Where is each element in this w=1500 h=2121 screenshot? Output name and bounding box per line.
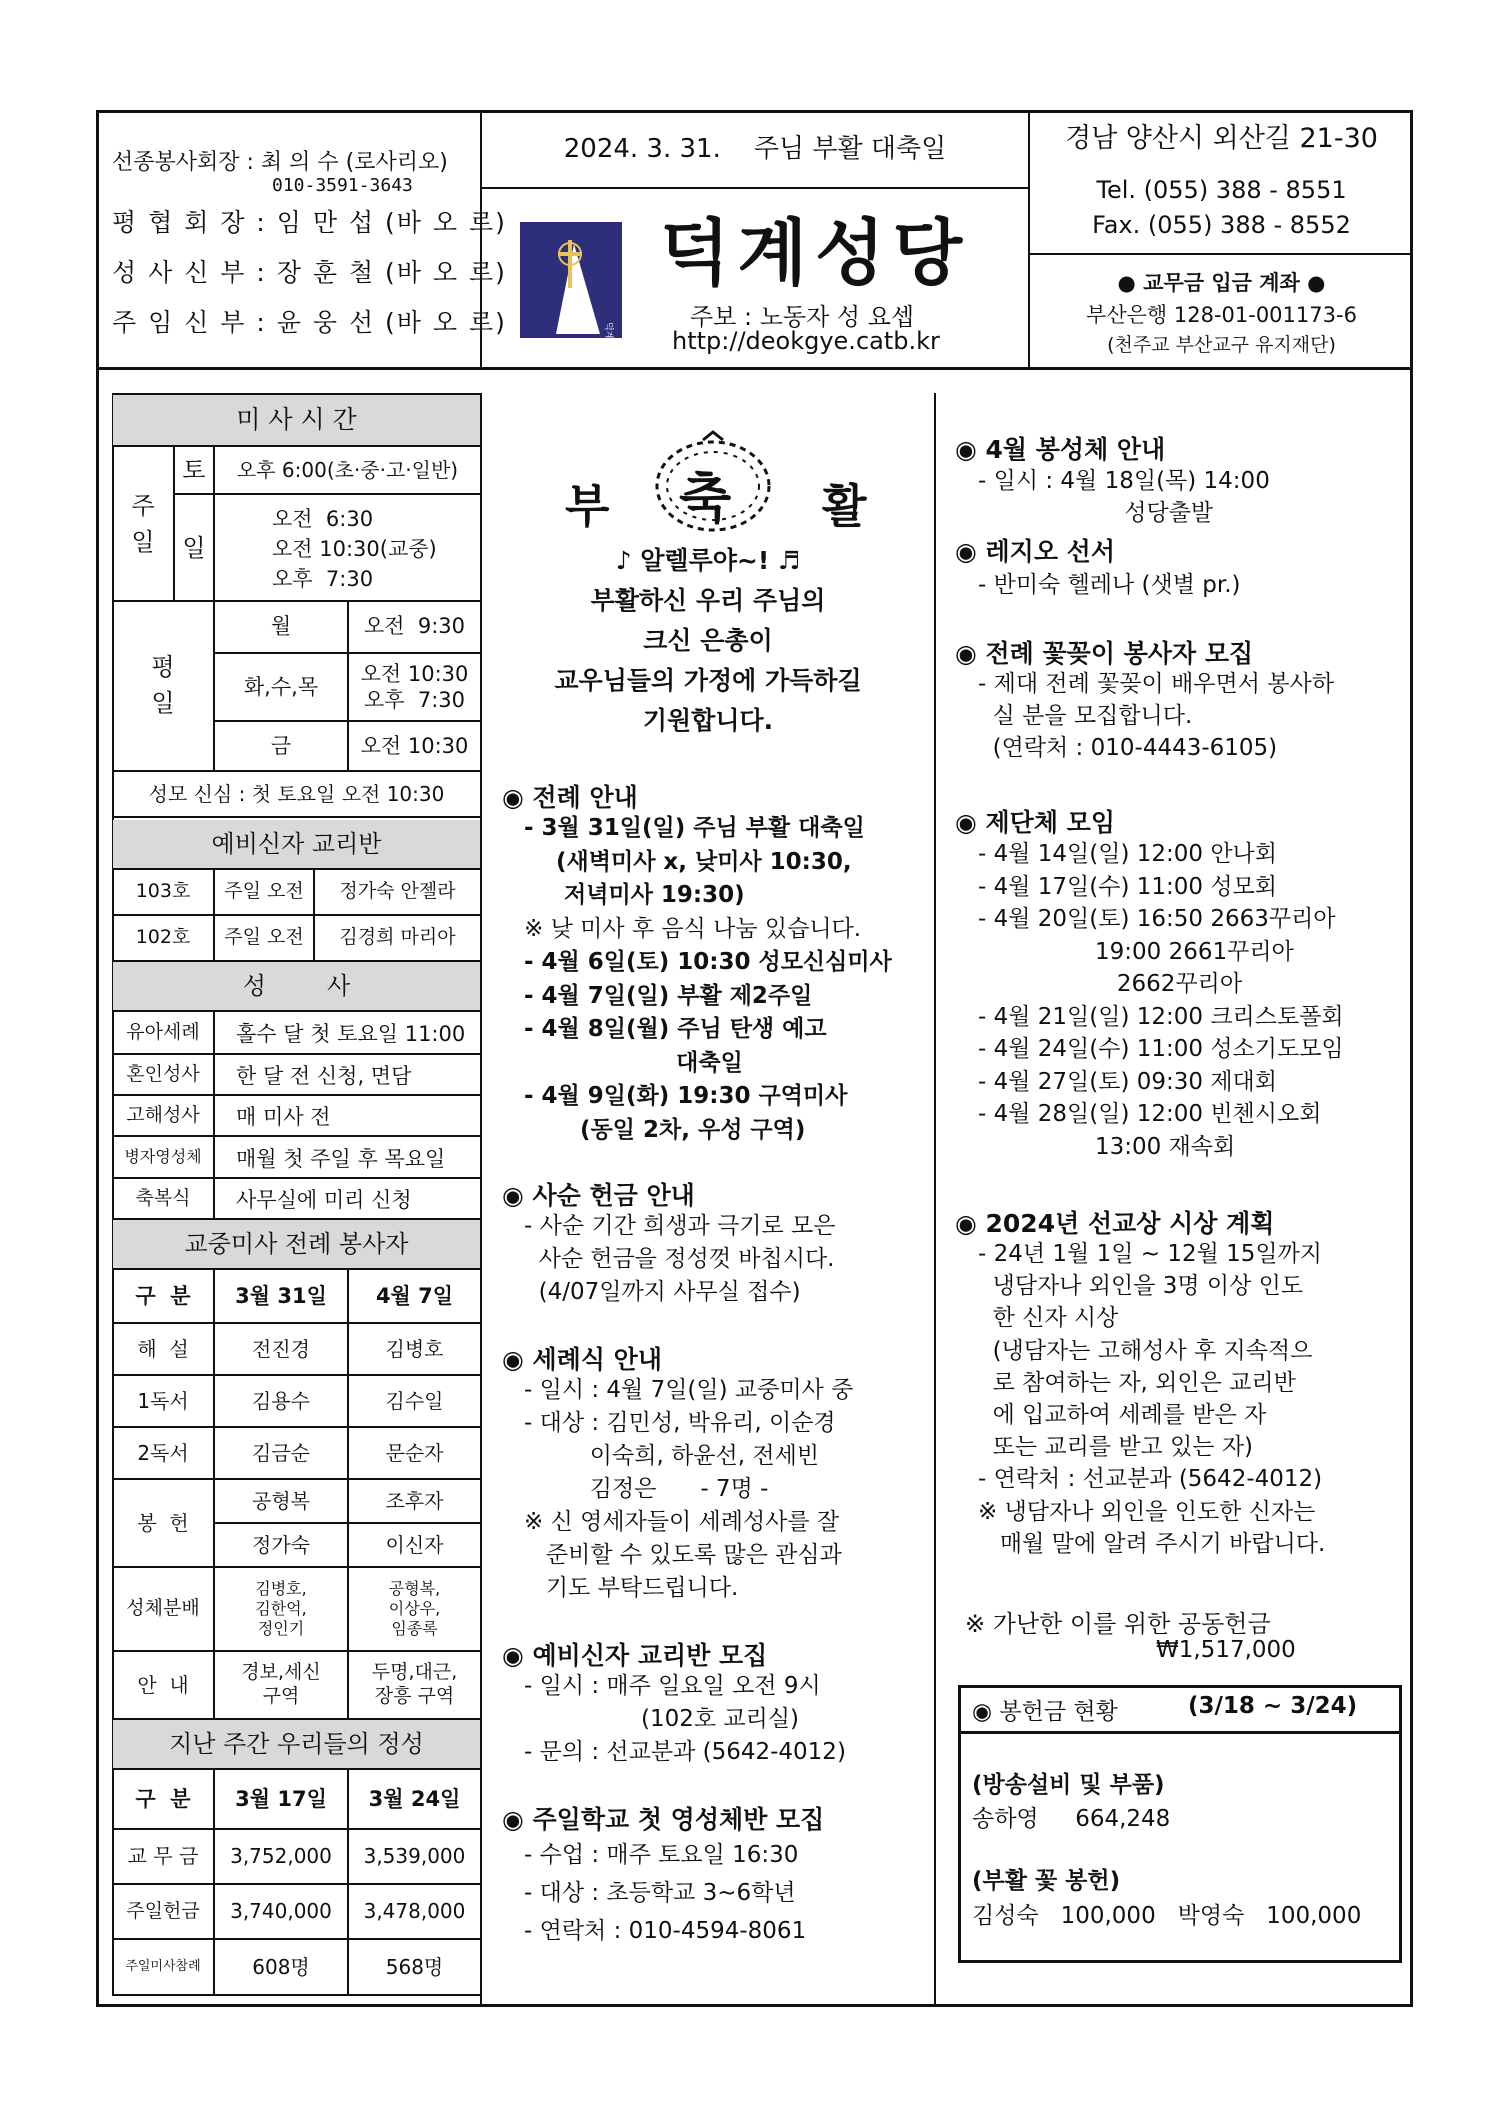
mission-award-line: - 연락처 : 선교분과 (5642-4012) [978,1466,1323,1493]
baptism-line: 이숙희, 하윤선, 전세빈 [524,1443,820,1469]
first-communion-line: - 연락처 : 010-4594-8061 [524,1918,807,1944]
catechumen-teacher-1: 정가숙 안젤라 [339,880,456,903]
sunday-time-2: 오전 10:30(교중) [272,537,437,561]
easter-center: 축 [679,467,732,530]
saturday-label: 토 [182,456,206,484]
sacrament-info-4: 매월 첫 주일 후 목요일 [236,1147,446,1171]
sunday-time-3: 오후 7:30 [272,567,374,591]
offerings-header-3: 3월 24일 [368,1786,461,1811]
liturgy-notice-line: - 4월 9일(화) 19:30 구역미사 [524,1083,848,1109]
groups-line: 2662꾸리아 [978,971,1243,997]
staff-row-1: 선종봉사회장 : 최 의 수 (로사리오) [112,150,448,175]
church-logo [520,222,622,357]
liturgy-b-2: 김수일 [385,1388,444,1413]
liturgy-title: 교중미사 전례 봉사자 [113,1220,480,1270]
easter-right: 활 [822,479,867,533]
sunday-time-1: 오전 6:30 [272,507,374,531]
easter-line-1: ♪ 알렐루야~! ♬ [615,546,801,576]
poor-fund-title: ※ 가난한 이를 위한 공동헌금 [965,1610,1271,1638]
catechumen-recruit-line: - 일시 : 매주 일요일 오전 9시 [524,1673,821,1699]
groups-line: - 4월 14일(일) 12:00 안나회 [978,841,1277,867]
sacrament-name-2: 혼인성사 [126,1062,200,1085]
groups-line: - 4월 28일(일) 12:00 빈첸시오회 [978,1101,1322,1127]
account-title: ● 교무금 입금 계좌 ● [1117,270,1326,295]
fax: Fax. (055) 388 - 8552 [1092,211,1351,239]
mission-award-body [978,1238,1325,1560]
liturgy-notice-line: ※ 낮 미사 후 음식 나눔 있습니다. [524,915,862,942]
header-date-line [480,187,1028,189]
sacrament-name-5: 축복식 [135,1186,191,1209]
communion-visit-body [978,465,1270,529]
date-line: 2024. 3. 31. 주님 부활 대축일 [563,134,947,165]
groups-line: 19:00 2661꾸리아 [978,938,1294,965]
liturgy-notice-line: - 3월 31일(일) 주님 부활 대축일 [524,815,865,841]
offering-label: 봉 헌 [137,1510,189,1535]
catechumen-room-2: 102호 [135,926,191,949]
groups-body [978,838,1344,1163]
lent-offering-line: 사순 헌금을 정성껏 바칩시다. [524,1246,835,1272]
offerings-a-2: 3,740,000 [230,1899,332,1923]
liturgy-b-1: 김병호 [385,1336,444,1361]
weekday-day-3: 금 [270,733,292,758]
liturgy-b-3: 문순자 [385,1440,444,1465]
account-number: 부산은행 128-01-001173-6 [1086,302,1357,327]
flower-line: (연락처 : 010-4443-6105) [978,735,1278,761]
donation-period: (3/18 ~ 3/24) [1188,1693,1358,1719]
weekday-time-3: 오전 10:30 [360,733,469,758]
mission-award-line: 매월 말에 알려 주시기 바랍니다. [978,1530,1326,1557]
holy-mother-mass: 성모 신심 : 첫 토요일 오전 10:30 [113,772,480,818]
sacrament-info-5: 사무실에 미리 신청 [236,1188,412,1212]
weekday-day-2: 화,수,목 [243,674,319,699]
communion-label: 성체분배 [126,1597,200,1620]
liturgy-notice-line: (새벽미사 x, 낮미사 10:30, [524,848,852,875]
sacrament-info-3: 매 미사 전 [236,1105,331,1129]
easter-line-5: 기원합니다. [642,706,774,736]
staff-row-3: 성 사 신 부 : 장 훈 철 (바 오 로) [112,258,507,287]
sacrament-info-2: 한 달 전 신청, 면담 [236,1064,412,1088]
first-communion-body [524,1836,806,1950]
groups-line: - 4월 21일(일) 12:00 크리스토폴회 [978,1003,1344,1030]
mission-award-title: ◉ 2024년 선교상 시상 계획 [955,1209,1275,1238]
chairman-phone: 010-3591-3643 [272,175,413,196]
flower-line: - 제대 전례 꽃꽂이 배우면서 봉사하 [978,671,1334,697]
first-communion-title: ◉ 주일학교 첫 영성체반 모집 [502,1805,825,1834]
mission-award-line: 에 입교하여 세례를 받은 자 [978,1402,1267,1429]
catechumen-teacher-2: 김경희 마리아 [339,926,456,949]
mass-title: 미 사 시 간 [113,395,480,447]
groups-line: - 4월 20일(토) 16:50 2663꾸리아 [978,906,1336,932]
mass-hline-a [173,493,480,495]
logo-icon [520,222,622,357]
catechumen-recruit-line: (102호 교리실) [524,1706,800,1732]
groups-line: - 4월 24일(수) 11:00 성소기도모임 [978,1036,1344,1062]
offerings-header-2: 3월 17일 [235,1786,327,1811]
mission-award-line: 로 참여하는 자, 외인은 교리반 [978,1369,1296,1396]
donation-group-2: (부활 꽃 봉헌) [972,1868,1121,1894]
flower-line: 실 분을 모집합니다. [978,703,1193,729]
offerings-b-3: 568명 [385,1954,444,1979]
sacrament-name-3: 고해성사 [126,1103,200,1126]
liturgy-notice-line: (동일 2차, 우성 구역) [524,1116,806,1143]
communion-visit-line: - 일시 : 4월 18일(목) 14:00 [978,468,1270,494]
donation-entries-1: 송하영 664,248 [972,1806,1171,1832]
mission-award-line: (냉담자는 고해성사 후 지속적으 [978,1337,1313,1364]
svg-text:덕계성당: 덕계성당 [603,322,613,357]
flower-body [978,668,1334,764]
account-owner: (천주교 부산교구 유지재단) [1107,334,1336,357]
groups-line: - 4월 17일(수) 11:00 성모회 [978,873,1277,900]
sacrament-name-1: 유아세례 [126,1020,200,1043]
church-url[interactable]: http://deokgye.catb.kr [672,327,940,355]
catechumen-title: 예비신자 교리반 [113,820,480,870]
communion-b: 공형복, 이상우, 임종록 [388,1579,441,1638]
liturgy-header-2: 3월 31일 [235,1283,327,1308]
groups-line: - 4월 27일(토) 09:30 제대회 [978,1068,1277,1095]
offerings-header-1: 구 분 [135,1786,191,1811]
groups-line: 13:00 재속회 [978,1133,1236,1160]
offerings-label-3: 주일미사참례 [125,1958,201,1974]
liturgy-notice-line: 대축일 [524,1049,743,1076]
offering-a-1: 공형복 [252,1488,310,1513]
liturgy-header-3: 4월 7일 [375,1283,454,1308]
donation-entries-2: 김성숙 100,000 박영숙 100,000 [972,1903,1362,1929]
mission-award-line: ※ 냉담자나 외인을 인도한 신자는 [978,1498,1316,1525]
liturgy-notice-title: ◉ 전례 안내 [502,783,638,812]
address: 경남 양산시 외산길 21-30 [1065,123,1378,155]
offerings-a-1: 3,752,000 [230,1844,332,1868]
baptism-title: ◉ 세례식 안내 [502,1345,662,1374]
liturgy-header-1: 구 분 [135,1283,191,1308]
mission-award-line: 냉담자나 외인을 3명 이상 인도 [978,1273,1304,1300]
liturgy-notice-line: 저녁미사 19:30) [524,882,745,908]
baptism-line: - 일시 : 4월 7일(일) 교중미사 중 [524,1377,854,1403]
sunday-day-label: 일 [182,533,206,562]
legio-line: - 반미숙 헬레나 (샛별 pr.) [978,572,1241,598]
sacraments-title: 성 사 [113,962,480,1012]
catechumen-recruit-body [524,1670,846,1769]
lent-offering-body [524,1210,835,1309]
offering-b-1: 조후자 [385,1488,444,1513]
baptism-body [524,1374,853,1605]
catechumen-time-2: 주일 오전 [224,926,304,949]
liturgy-a-1: 전진경 [252,1336,310,1361]
baptism-line: 김정은 - 7명 - [524,1476,769,1502]
lent-offering-title: ◉ 사순 헌금 안내 [502,1181,695,1210]
liturgy-notice-line: - 4월 6일(토) 10:30 성모신심미사 [524,949,892,975]
offerings-title: 지난 주간 우리들의 정성 [113,1720,480,1770]
mission-award-line: - 24년 1월 1일 ~ 12월 15일까지 [978,1241,1323,1267]
lent-offering-line: - 사순 기간 희생과 극기로 모은 [524,1213,836,1239]
offerings-b-1: 3,539,000 [363,1844,466,1868]
donation-title: ◉ 봉헌금 현황 [972,1699,1118,1725]
first-communion-line: - 대상 : 초등학교 3~6학년 [524,1880,796,1906]
guide-a: 경보,세신 구역 [241,1661,321,1707]
offerings-b-2: 3,478,000 [363,1899,466,1923]
header-divider [96,367,1413,370]
liturgy-notice-line: - 4월 8일(월) 주님 탄생 예고 [524,1016,827,1042]
flower-title: ◉ 전례 꽃꽂이 봉사자 모집 [955,639,1254,668]
baptism-line: ※ 신 영세자들이 세례성사를 잘 [524,1509,840,1535]
catechumen-room-1: 103호 [135,880,191,903]
weekday-day-1: 월 [270,613,292,638]
weekday-time-2: 오전 10:30 오후 7:30 [360,661,469,712]
offering-a-2: 정가숙 [252,1532,310,1557]
catechumen-recruit-title: ◉ 예비신자 교리반 모집 [502,1641,768,1670]
easter-line-2: 부활하신 우리 주님의 [590,586,826,616]
liturgy-a-3: 김금순 [252,1440,310,1465]
catechumen-time-1: 주일 오전 [224,880,304,903]
church-name: 덕계성당 [660,211,971,295]
liturgy-role-1: 해 설 [137,1336,189,1361]
first-communion-line: - 수업 : 매주 토요일 16:30 [524,1842,799,1868]
legio-title: ◉ 레지오 선서 [955,537,1115,566]
communion-visit-title: ◉ 4월 봉성체 안내 [955,435,1166,464]
donation-box-divider [958,1731,1402,1734]
mission-award-line: 또는 교리를 받고 있는 자) [978,1434,1254,1461]
guide-b: 두명,대근, 장흥 구역 [371,1661,458,1707]
sacrament-info-1: 홀수 달 첫 토요일 11:00 [236,1022,466,1046]
weekday-label: 평 일 [151,653,175,717]
offering-b-2: 이신자 [385,1532,444,1557]
saturday-time: 오후 6:00(초·중·고·일반) [236,457,459,482]
liturgy-role-2: 1독서 [137,1388,189,1413]
baptism-line: - 대상 : 김민성, 박유리, 이순경 [524,1410,836,1436]
patron: 주보 : 노동자 성 요셉 [690,303,915,331]
staff-row-2: 평 협 회 장 : 임 만 섭 (바 오 로) [112,208,507,237]
catechumen-recruit-line: - 문의 : 선교분과 (5642-4012) [524,1739,846,1765]
liturgy-a-2: 김용수 [252,1388,310,1413]
baptism-line: 기도 부탁드립니다. [524,1575,739,1601]
header-account-line [1028,253,1413,255]
tel: Tel. (055) 388 - 8551 [1096,176,1347,204]
liturgy-notice-line: - 4월 7일(일) 부활 제2주일 [524,982,813,1009]
communion-visit-line: 성당출발 [978,500,1214,526]
easter-left: 부 [565,479,610,533]
communion-a: 김병호, 김한억, 정인기 [255,1579,307,1638]
sunday-label: 주 일 [131,491,155,556]
weekday-time-1: 오전 9:30 [363,613,466,638]
groups-title: ◉ 제단체 모임 [955,808,1115,837]
poor-fund-amount: ₩1,517,000 [1156,1637,1296,1663]
liturgy-role-3: 2독서 [137,1440,189,1465]
easter-line-3: 크신 은총이 [643,626,773,656]
sac-vline [213,1012,215,1220]
lent-offering-line: (4/07일까지 사무실 접수) [524,1279,801,1305]
sacrament-name-4: 병자영성체 [124,1147,202,1166]
easter-line-4: 교우님들의 가정에 가득하길 [554,666,862,696]
offerings-a-3: 608명 [252,1954,310,1979]
guide-label: 안 내 [137,1672,189,1697]
col-divider-2 [934,393,936,2007]
offerings-label-1: 교 무 금 [127,1844,199,1868]
baptism-line: 준비할 수 있도록 많은 관심과 [524,1542,842,1568]
donation-group-1: (방송설비 및 부품) [972,1772,1165,1798]
offerings-label-2: 주일헌금 [126,1899,200,1922]
mission-award-line: 한 신자 시상 [978,1305,1119,1332]
staff-row-4: 주 임 신 부 : 윤 웅 선 (바 오 로) [112,308,507,337]
liturgy-notice-body [524,812,892,1147]
